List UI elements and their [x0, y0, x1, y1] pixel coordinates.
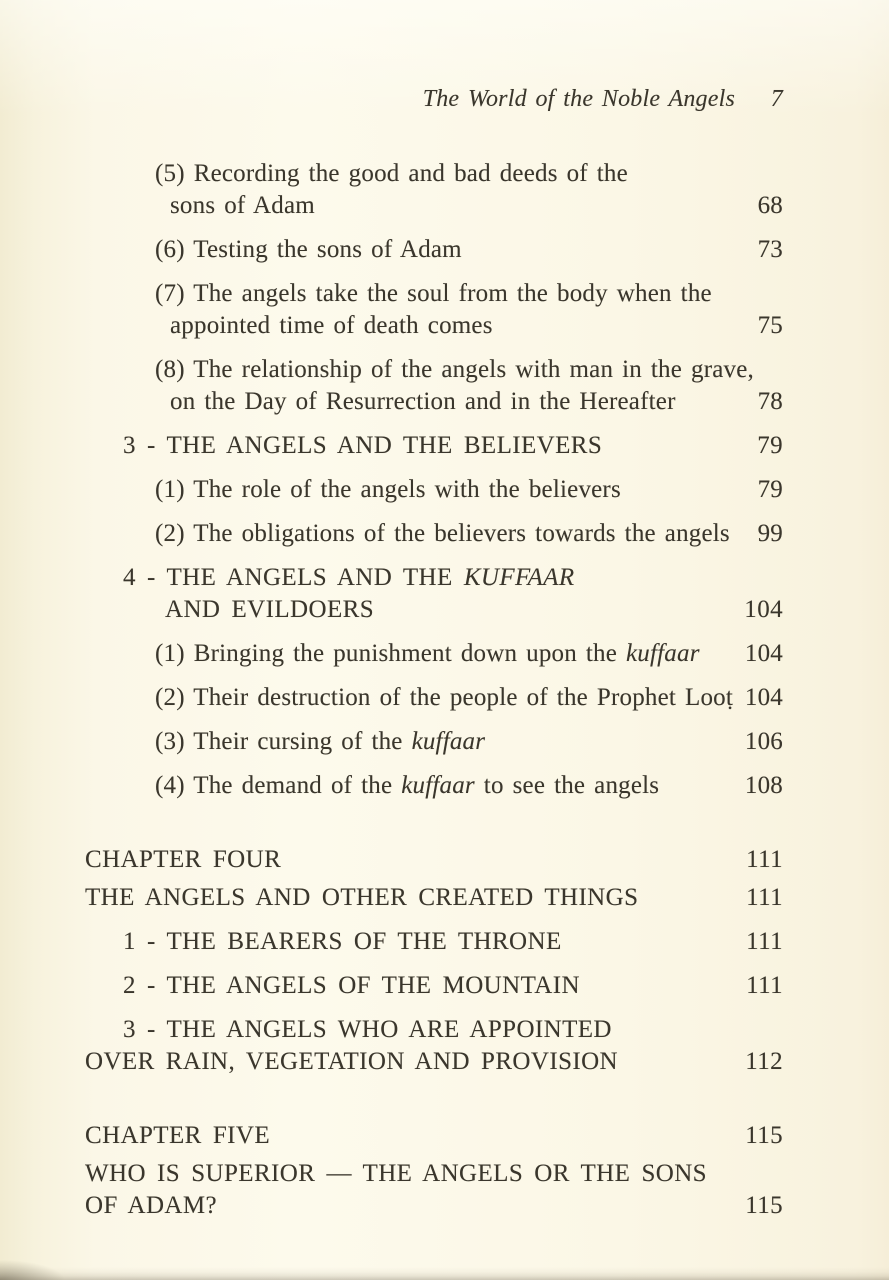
toc-entry-line [155, 770, 783, 802]
toc-entry [85, 354, 783, 418]
toc-text: on the Day of Resurrection and in the Hereafter [170, 388, 676, 415]
toc-entry [85, 726, 783, 758]
toc-text-italic: KUFFAAR [463, 564, 575, 591]
toc-entry-lines [85, 1158, 783, 1222]
toc-text-italic: kuffaar [626, 640, 700, 667]
toc-entry [85, 844, 783, 876]
toc-entry-lines [85, 844, 783, 876]
toc-entry-line [155, 234, 783, 266]
toc-text: (4) The demand of the [155, 772, 402, 799]
toc-entry [85, 234, 783, 266]
toc-entry-lines [85, 926, 783, 958]
toc-page-number: 78 [757, 388, 783, 415]
toc-page-number: 111 [746, 928, 783, 955]
toc-text: (8) The relationship of the angels with man in the grave, [155, 356, 754, 383]
toc-text: CHAPTER FOUR [85, 846, 282, 873]
toc-text: OF ADAM? [85, 1192, 218, 1219]
toc-entry-lines [85, 638, 783, 670]
toc-page-number: 79 [757, 432, 783, 459]
toc-entry [85, 474, 783, 506]
toc-entry-line [123, 1014, 783, 1046]
toc-page-number: 111 [746, 884, 783, 911]
toc-text: (6) Testing the sons of Adam [155, 236, 462, 263]
toc-page-number: 79 [757, 476, 783, 503]
toc-entry [85, 1158, 783, 1222]
toc-entry-line [155, 726, 783, 758]
toc-entry-line [155, 474, 783, 506]
toc-entry-lines [85, 158, 783, 222]
toc-page-number: 104 [744, 640, 783, 667]
toc-page-number: 73 [757, 236, 783, 263]
toc-text: (1) The role of the angels with the believers [155, 476, 621, 503]
toc-page-number: 112 [745, 1048, 783, 1075]
toc-entry-lines [85, 474, 783, 506]
toc-entry-lines [85, 1120, 783, 1152]
table-of-contents [0, 158, 889, 1222]
toc-text: to see the angels [474, 772, 660, 799]
toc-page-number: 115 [745, 1192, 783, 1219]
toc-entry-line [170, 386, 783, 418]
toc-page-number: 115 [745, 1122, 783, 1149]
toc-entry-line [85, 1120, 783, 1152]
toc-text: (5) Recording the good and bad deeds of the [155, 160, 628, 187]
toc-entry [85, 278, 783, 342]
toc-entry [85, 430, 783, 462]
toc-page-number: 104 [744, 596, 783, 623]
toc-page-number: 111 [746, 846, 783, 873]
toc-entry [85, 682, 783, 714]
toc-text: 2 - THE ANGELS OF THE MOUNTAIN [123, 972, 580, 999]
toc-text: 4 - THE ANGELS AND THE [123, 564, 464, 591]
toc-text: WHO IS SUPERIOR — THE ANGELS OR THE SONS [85, 1160, 707, 1187]
toc-entry-line [155, 278, 783, 310]
toc-text: appointed time of death comes [170, 312, 493, 339]
toc-text: (1) Bringing the punishment down upon the [155, 640, 626, 667]
toc-entry-lines [85, 770, 783, 802]
toc-entry-lines [85, 234, 783, 266]
toc-page-number: 104 [744, 684, 783, 711]
toc-text-italic: kuffaar [411, 728, 486, 755]
toc-text: 3 - THE ANGELS WHO ARE APPOINTED [123, 1016, 612, 1043]
toc-entry-lines [85, 518, 783, 550]
toc-entry [85, 1014, 783, 1078]
toc-entry-line [170, 190, 783, 222]
toc-entry [85, 970, 783, 1002]
toc-entry-line [123, 430, 783, 462]
toc-entry-line [85, 844, 783, 876]
toc-text: sons of Adam [170, 192, 315, 219]
toc-entry [85, 926, 783, 958]
toc-entry [85, 158, 783, 222]
toc-text-italic: kuffaar [401, 772, 475, 799]
toc-entry-line [85, 1190, 783, 1222]
toc-entry [85, 562, 783, 626]
toc-page-number: 68 [757, 192, 783, 219]
toc-text: (2) Their destruction of the people of the Prophet Looṭ [155, 684, 734, 711]
toc-entry [85, 770, 783, 802]
toc-page-number: 108 [744, 772, 783, 799]
toc-entry-lines [85, 562, 783, 626]
toc-text: 3 - THE ANGELS AND THE BELIEVERS [123, 432, 603, 459]
toc-entry [85, 882, 783, 914]
toc-entry [85, 638, 783, 670]
toc-entry-lines [85, 430, 783, 462]
toc-entry-line [155, 682, 783, 714]
toc-entry-line [85, 882, 783, 914]
toc-entry-line [85, 1158, 783, 1190]
toc-text: (3) Their cursing of the [155, 728, 412, 755]
toc-entry-lines [85, 1014, 783, 1078]
toc-text: 1 - THE BEARERS OF THE THRONE [123, 928, 562, 955]
toc-text: (7) The angels take the soul from the body when the [155, 280, 712, 307]
toc-page-number: 106 [744, 728, 783, 755]
toc-text: AND EVILDOERS [165, 596, 374, 623]
toc-entry-lines [85, 682, 783, 714]
toc-text: THE ANGELS AND OTHER CREATED THINGS [85, 884, 639, 911]
toc-entry [85, 1120, 783, 1152]
toc-entry-lines [85, 726, 783, 758]
running-header [0, 0, 889, 114]
toc-entry-lines [85, 882, 783, 914]
toc-entry-line [155, 518, 783, 550]
toc-entry-line [155, 158, 783, 190]
toc-entry [85, 518, 783, 550]
running-header-title: The World of the Noble Angels [422, 86, 735, 112]
toc-entry-line [123, 562, 783, 594]
toc-entry-line [155, 638, 783, 670]
toc-entry-line [123, 970, 783, 1002]
toc-text: (2) The obligations of the believers towards the angels [155, 520, 730, 547]
toc-text: OVER RAIN, VEGETATION AND PROVISION [85, 1048, 619, 1075]
toc-text: CHAPTER FIVE [85, 1122, 271, 1149]
toc-entry-line [165, 594, 783, 626]
toc-entry-lines [85, 970, 783, 1002]
toc-entry-line [123, 926, 783, 958]
toc-entry-line [155, 354, 783, 386]
toc-entry-line [85, 1046, 783, 1078]
toc-entry-line [170, 310, 783, 342]
toc-page-number: 99 [757, 520, 783, 547]
toc-entry-lines [85, 354, 783, 418]
running-header-page-number: 7 [770, 86, 783, 112]
toc-entry-lines [85, 278, 783, 342]
toc-page-number: 111 [746, 972, 783, 999]
toc-page-number: 75 [757, 312, 783, 339]
